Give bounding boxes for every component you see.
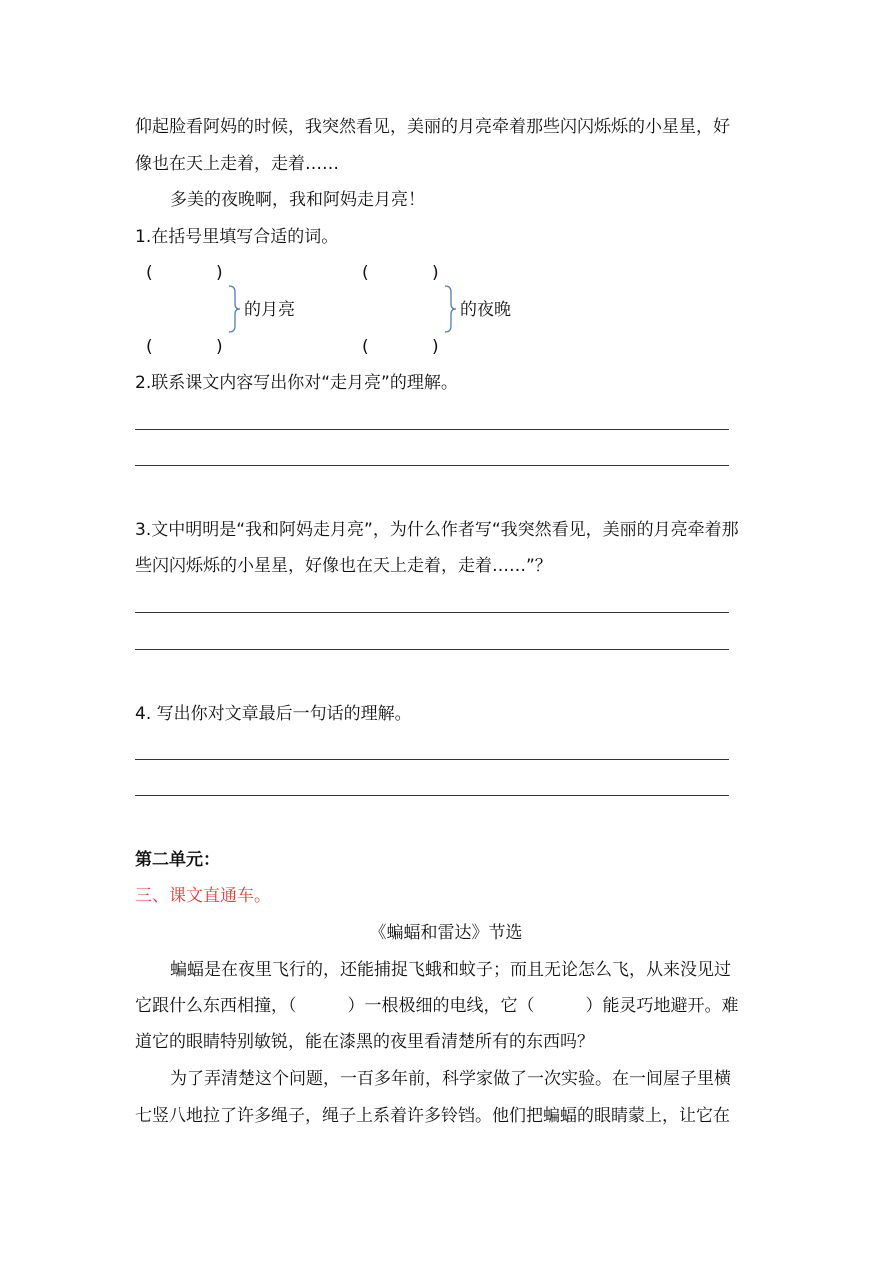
passage-line-1: 仰起脸看阿妈的时候，我突然看见，美丽的月亮牵着那些闪闪烁烁的小星星，好 [135, 117, 730, 137]
paren-close: ) [432, 263, 439, 283]
right-brace-icon [226, 284, 242, 334]
paren-close: ) [216, 263, 223, 283]
question-2: 2.联系课文内容写出你对“走月亮”的理解。 [135, 373, 458, 393]
passage-line-3: 多美的夜晚啊，我和阿妈走月亮！ [170, 190, 425, 210]
question-3-line-1: 3.文中明明是“我和阿妈走月亮”，为什么作者写“我突然看见，美丽的月亮牵着那 [135, 520, 739, 540]
paren-open: ( [362, 263, 369, 283]
paren-close: ) [216, 337, 223, 357]
paren-open: ( [146, 337, 153, 357]
excerpt-title: 《蝙蝠和雷达》节选 [369, 923, 523, 943]
suffix-moon: 的月亮 [244, 300, 295, 320]
answer-line[interactable] [135, 429, 729, 430]
question-1: 1.在括号里填写合适的词。 [135, 227, 339, 247]
question-4: 4. 写出你对文章最后一句话的理解。 [135, 704, 412, 724]
excerpt-line: 蝙蝠是在夜里飞行的，还能捕捉飞蛾和蚊子；而且无论怎么飞，从来没见过 [170, 960, 731, 980]
paren-close: ) [432, 337, 439, 357]
unit-heading: 第二单元： [135, 850, 220, 870]
question-3-line-2: 些闪闪烁烁的小星星，好像也在天上走着，走着……”？ [135, 556, 552, 576]
paren-open: ( [362, 337, 369, 357]
passage-line-2: 像也在天上走着，走着…… [135, 154, 339, 174]
excerpt-line: 七竖八地拉了许多绳子，绳子上系着许多铃铛。他们把蝙蝠的眼睛蒙上，让它在 [135, 1106, 730, 1126]
excerpt-line: 它跟什么东西相撞，（ ）一根极细的电线，它（ ）能灵巧地避开。难 [135, 996, 739, 1016]
suffix-night: 的夜晚 [460, 300, 511, 320]
paren-open: ( [146, 263, 153, 283]
excerpt-line: 道它的眼睛特别敏锐，能在漆黑的夜里看清楚所有的东西吗？ [135, 1032, 594, 1052]
excerpt-line: 为了弄清楚这个问题，一百多年前，科学家做了一次实验。在一间屋子里横 [170, 1069, 731, 1089]
answer-line[interactable] [135, 795, 729, 796]
right-brace-icon [442, 284, 458, 334]
answer-line[interactable] [135, 649, 729, 650]
answer-line[interactable] [135, 759, 729, 760]
answer-line[interactable] [135, 465, 729, 466]
section-heading: 三、课文直通车。 [135, 886, 271, 906]
answer-line[interactable] [135, 612, 729, 613]
